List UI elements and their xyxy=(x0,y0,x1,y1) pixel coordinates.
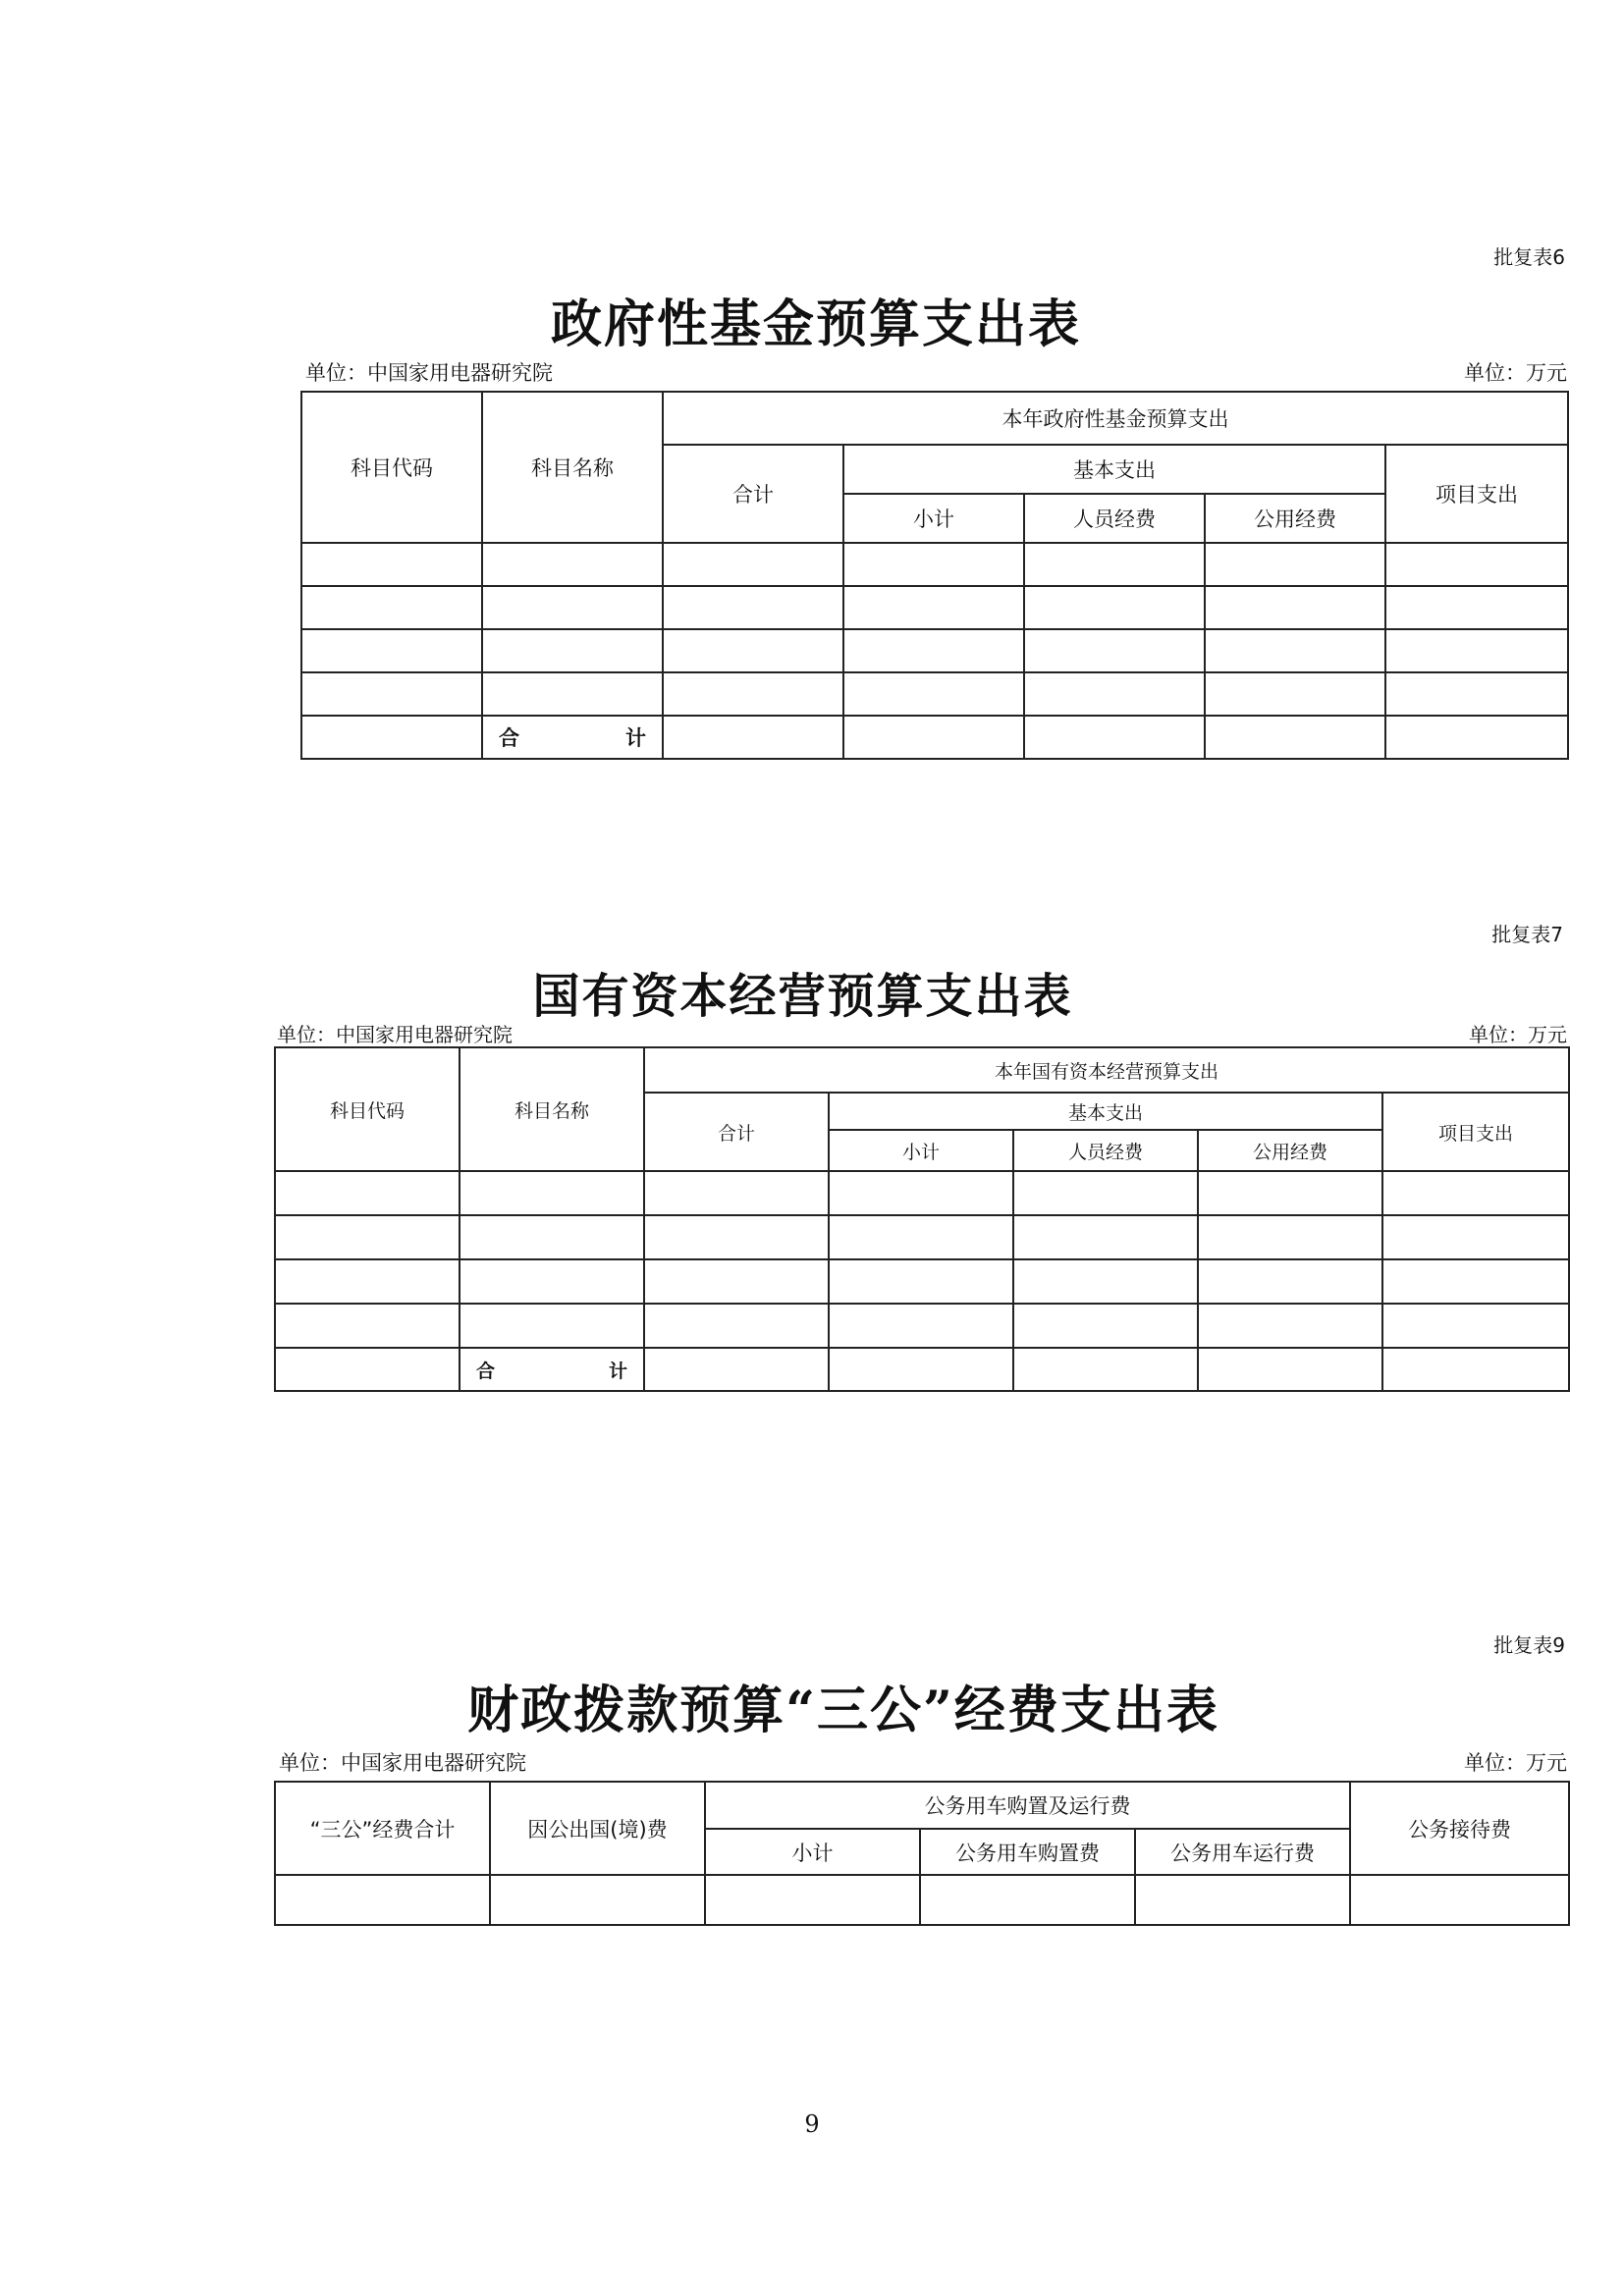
header-group-gov-fund: 本年政府性基金预算支出 xyxy=(663,392,1568,445)
table-row xyxy=(275,1171,1569,1215)
gov-fund-table xyxy=(300,391,1569,760)
header-abroad-expense: 因公出国(境)费 xyxy=(490,1782,705,1875)
table-row xyxy=(301,543,1568,586)
unit-left-2: 单位：中国家用电器研究院 xyxy=(277,1023,513,1046)
header-subtotal: 小计 xyxy=(829,1130,1013,1171)
header-public-expense: 公用经费 xyxy=(1198,1130,1382,1171)
header-group-state-capital: 本年国有资本经营预算支出 xyxy=(644,1047,1569,1093)
total-label: 合 计 xyxy=(460,1348,644,1391)
three-public-table xyxy=(274,1781,1570,1926)
header-subject-name: 科目名称 xyxy=(460,1047,644,1171)
total-label: 合 计 xyxy=(482,716,663,759)
page-number: 9 xyxy=(804,2110,820,2138)
table-row xyxy=(275,1215,1569,1259)
unit-left-1: 单位：中国家用电器研究院 xyxy=(305,361,553,385)
table-title-three-public: 财政拨款预算“三公”经费支出表 xyxy=(467,1681,1219,1740)
state-capital-table xyxy=(274,1046,1570,1392)
header-personnel-expense: 人员经费 xyxy=(1013,1130,1198,1171)
table-row xyxy=(275,1259,1569,1304)
header-vehicle-purchase: 公务用车购置费 xyxy=(920,1829,1135,1875)
unit-left-3: 单位：中国家用电器研究院 xyxy=(279,1751,526,1775)
approval-tag-6: 批复表6 xyxy=(1493,245,1565,269)
header-subject-name: 科目名称 xyxy=(482,392,663,543)
header-subtotal: 小计 xyxy=(705,1829,920,1875)
approval-tag-9: 批复表9 xyxy=(1493,1633,1565,1657)
header-group-vehicle: 公务用车购置及运行费 xyxy=(705,1782,1350,1829)
header-public-expense: 公用经费 xyxy=(1205,494,1385,543)
header-project-expenditure: 项目支出 xyxy=(1382,1093,1569,1171)
header-total: 合计 xyxy=(663,445,843,543)
unit-right-1: 单位：万元 xyxy=(1464,361,1567,385)
table-row xyxy=(275,1875,1569,1925)
unit-right-2: 单位：万元 xyxy=(1469,1023,1567,1046)
header-project-expenditure: 项目支出 xyxy=(1385,445,1568,543)
header-basic-expenditure: 基本支出 xyxy=(843,445,1385,494)
unit-right-3: 单位：万元 xyxy=(1464,1751,1567,1775)
header-subtotal: 小计 xyxy=(843,494,1024,543)
approval-tag-7: 批复表7 xyxy=(1491,923,1563,946)
total-row xyxy=(275,1348,1569,1391)
header-total: 合计 xyxy=(644,1093,829,1171)
table-row xyxy=(301,672,1568,716)
table-row xyxy=(275,1304,1569,1348)
table-row xyxy=(301,629,1568,672)
table-title-gov-fund: 政府性基金预算支出表 xyxy=(550,294,1081,354)
header-vehicle-operation: 公务用车运行费 xyxy=(1135,1829,1350,1875)
header-basic-expenditure: 基本支出 xyxy=(829,1093,1382,1130)
table-title-state-capital: 国有资本经营预算支出表 xyxy=(532,969,1073,1024)
header-subject-code: 科目代码 xyxy=(275,1047,460,1171)
total-row xyxy=(301,716,1568,759)
table-row xyxy=(301,586,1568,629)
header-reception-expense: 公务接待费 xyxy=(1350,1782,1569,1875)
header-sangong-total: “三公”经费合计 xyxy=(275,1782,490,1875)
header-subject-code: 科目代码 xyxy=(301,392,482,543)
header-personnel-expense: 人员经费 xyxy=(1024,494,1205,543)
